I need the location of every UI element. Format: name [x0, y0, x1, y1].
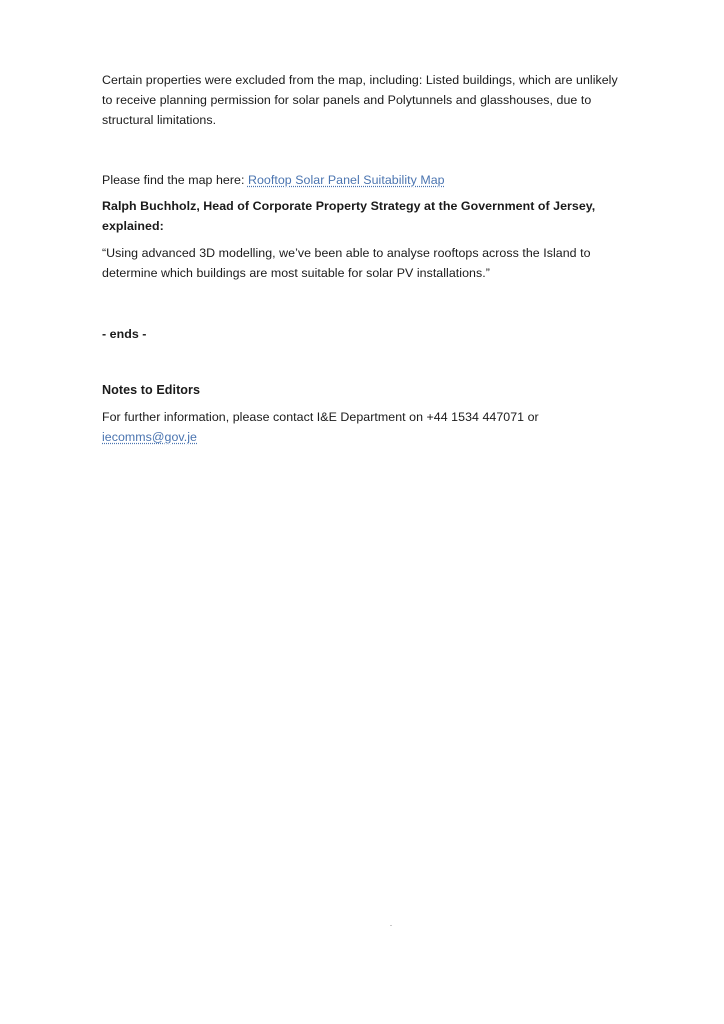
speaker-quote: “Using advanced 3D modelling, we’ve been able to analyse rooftops across the Island to determine which buildings are most suitable for solar PV installations.” [102, 246, 591, 280]
map-prompt-text: Please find the map here: [102, 173, 248, 187]
scan-speck [390, 925, 392, 926]
map-reference-line [102, 170, 622, 190]
rooftop-solar-map-link[interactable]: Rooftop Solar Panel Suitability Map [247, 173, 445, 187]
contact-email-link[interactable]: iecomms@gov.je [102, 430, 197, 444]
speaker-attribution: Ralph Buchholz, Head of Corporate Property Strategy at the Government of Jersey, explained: [102, 199, 596, 233]
exclusions-paragraph: Certain properties were excluded from the map, including: Listed buildings, which are unlikely to receive planning permission for solar panels and Polytunnels and glasshouses, due to structural limitations. [102, 73, 618, 127]
contact-text: For further information, please contact I&E Department on +44 1534 447071 or [102, 410, 539, 424]
ends-marker: - ends - [102, 327, 147, 341]
notes-to-editors-heading: Notes to Editors [102, 383, 201, 397]
contact-paragraph [102, 407, 602, 447]
